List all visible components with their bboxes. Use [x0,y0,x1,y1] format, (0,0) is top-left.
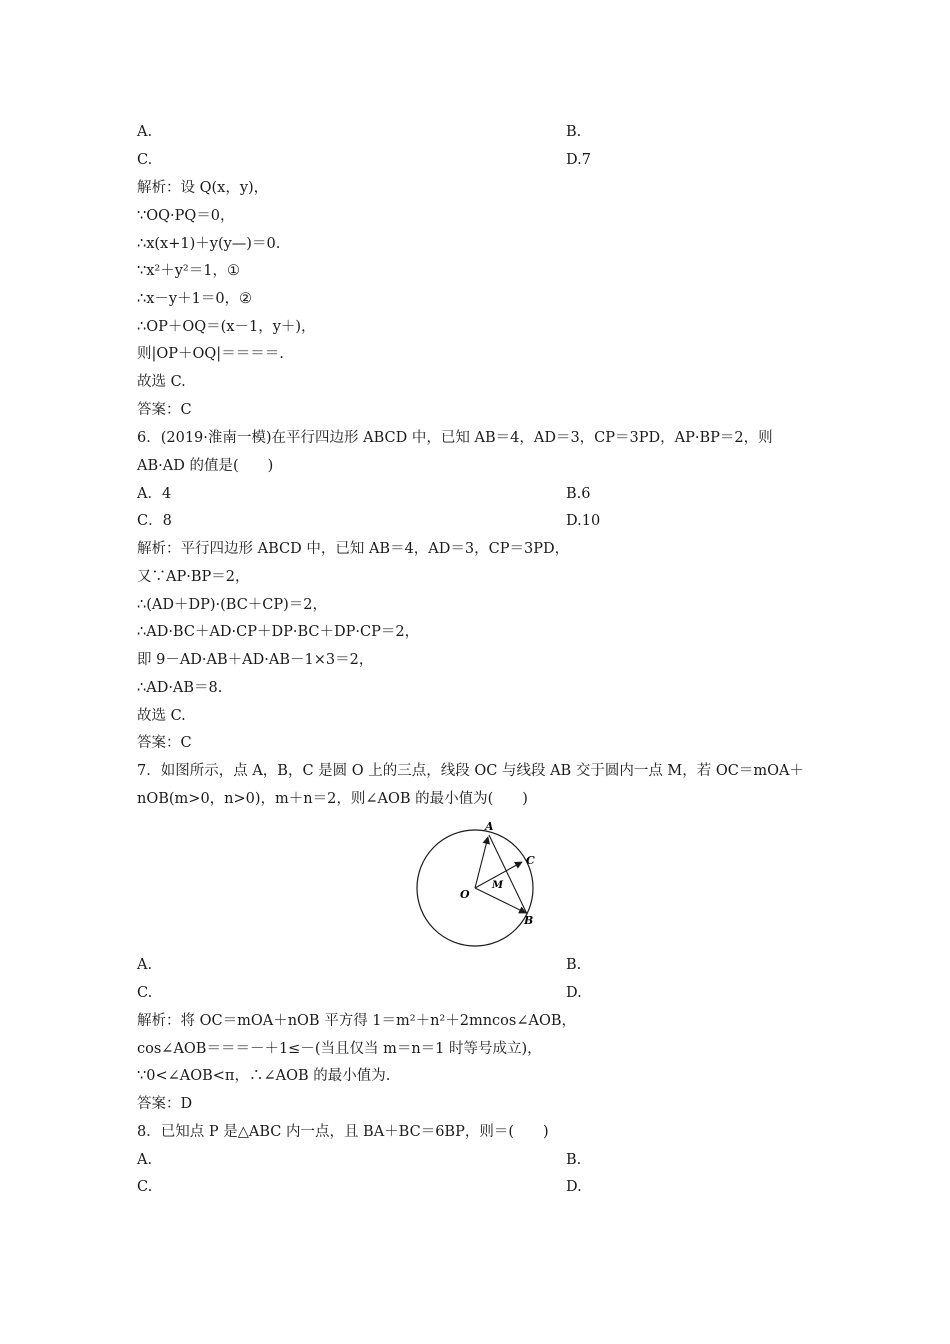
text-line: B. [566,124,582,140]
text-line: ∴x－y＋1＝0，② [137,291,253,307]
vector-oa [475,837,488,888]
text-line: ∴AD·AB＝8. [137,680,223,696]
text-line: C. [137,1179,153,1195]
text-line: 故选 C. [137,374,186,390]
text-line: 即 9－AD·AB＋AD·AB－1×3＝2， [137,652,374,668]
text-line: A. [137,1152,153,1168]
text-line: ∴(AD＋DP)·(BC＋CP)＝2， [137,597,328,613]
label-b: B [524,914,534,927]
text-line: ∵OQ·PQ＝0， [137,208,235,224]
label-m: M [492,880,504,891]
segment-ab [489,835,527,914]
label-c: C [526,854,535,867]
vector-ob [475,888,526,913]
text-line: C. [137,152,153,168]
text-line: 答案：D [137,1096,193,1112]
text-line: 故选 C. [137,708,186,724]
text-line: 6．(2019·淮南一模)在平行四边形 ABCD 中，已知 AB＝4，AD＝3，CP＝3PD，AP·BP＝2，则 [137,430,773,446]
text-line: 8．已知点 P 是△ABC 内一点，且 BA＋BC＝6BP，则＝( ) [137,1124,549,1140]
text-line: A. [137,957,153,973]
text-line: 又∵AP·BP＝2， [137,569,250,585]
label-o: O [460,888,470,901]
text-line: A．4 [137,486,172,502]
text-line: ∵x²＋y²＝1，① [137,263,240,279]
text-line: B. [566,1152,582,1168]
circle-diagram [410,818,550,948]
text-line: ∴AD·BC＋AD·CP＋DP·BC＋DP·CP＝2， [137,624,420,640]
text-line: C．8 [137,513,172,529]
text-line: A. [137,124,153,140]
text-line: 解析：平行四边形 ABCD 中，已知 AB＝4，AD＝3，CP＝3PD， [137,541,570,557]
text-line: D. [566,985,582,1001]
text-line: D. [566,1179,582,1195]
text-line: ∵0<∠AOB<π，∴∠AOB 的最小值为. [137,1068,391,1084]
label-a: A [485,820,494,833]
text-line: B.6 [566,486,591,502]
text-line: nOB(m>0，n>0)，m＋n＝2，则∠AOB 的最小值为( ) [137,791,528,807]
text-line: D.10 [566,513,601,529]
text-line: 解析：设 Q(x，y)， [137,180,269,196]
text-line: D.7 [566,152,591,168]
text-line: 则|OP＋OQ|＝＝＝＝. [137,346,284,362]
text-line: 答案：C [137,735,192,751]
text-line: B. [566,957,582,973]
text-line: cos∠AOB＝＝＝－＋1≤－(当且仅当 m＝n＝1 时等号成立)， [137,1041,542,1057]
text-line: ∴x(x+1)＋y(y—)＝0. [137,236,281,252]
text-line: ∴OP＋OQ＝(x－1，y＋)， [137,319,316,335]
text-line: 答案：C [137,402,192,418]
text-line: C. [137,985,153,1001]
text-line: 7．如图所示，点 A，B，C 是圆 O 上的三点，线段 OC 与线段 AB 交于圆内一点 M，若 OC＝mOA＋ [137,763,804,779]
text-line: 解析：将 OC＝mOA＋nOB 平方得 1＝m²＋n²＋2mncos∠AOB， [137,1013,577,1029]
text-line: AB·AD 的值是( ) [137,458,274,474]
